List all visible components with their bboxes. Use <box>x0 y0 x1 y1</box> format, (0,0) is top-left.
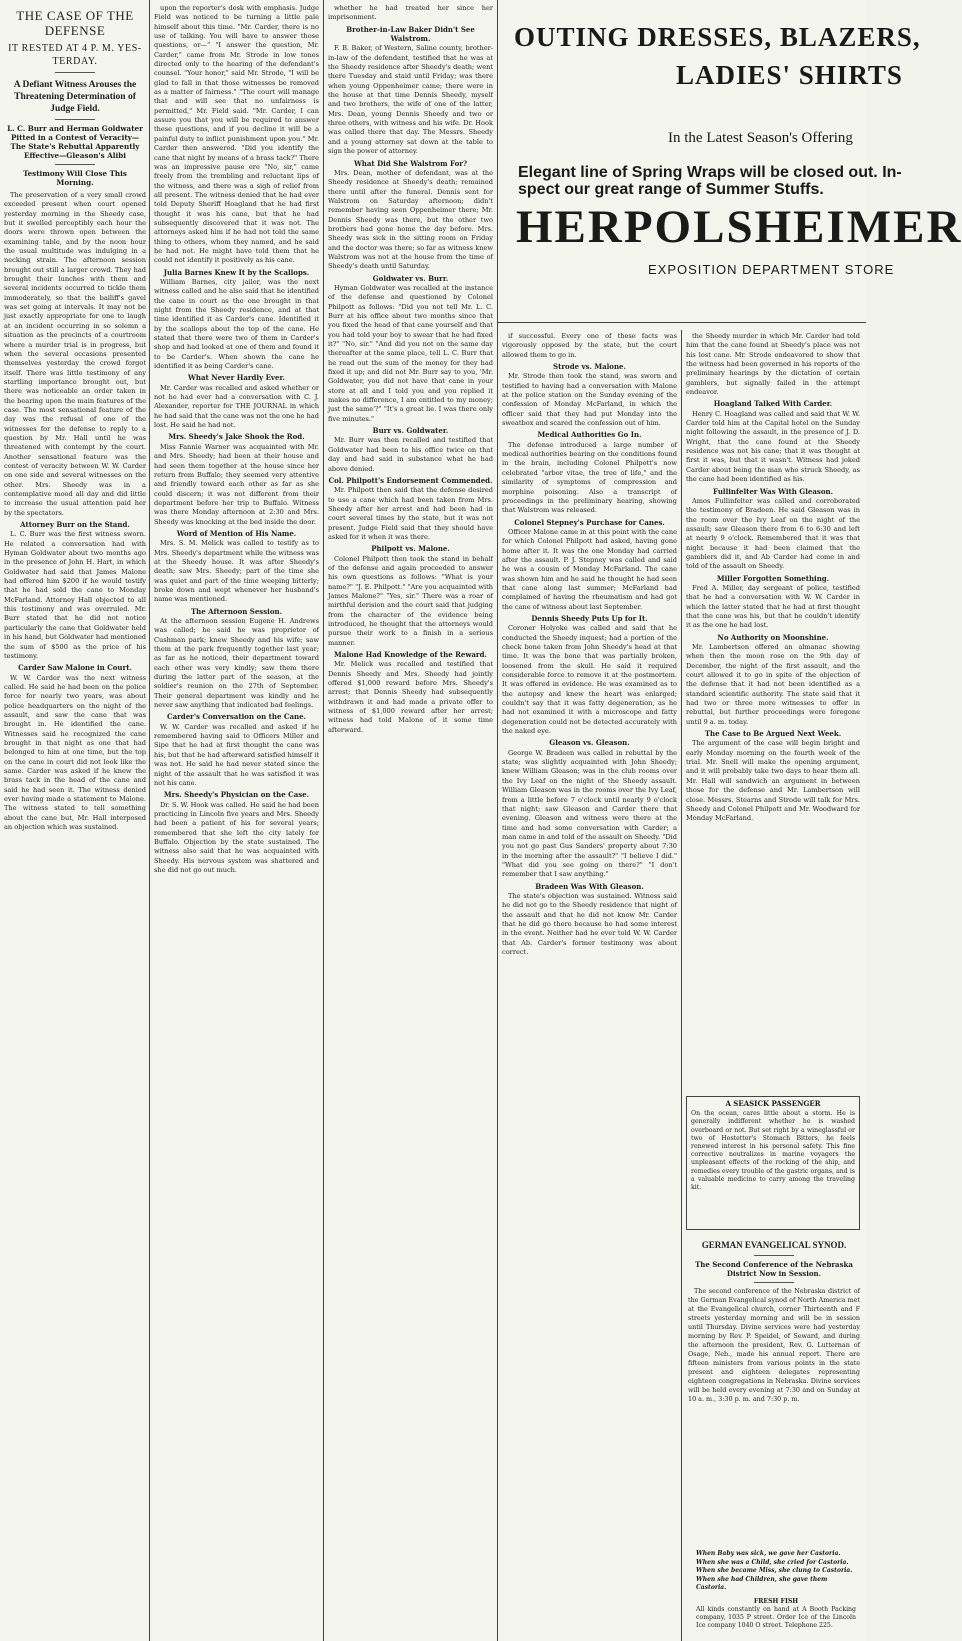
section-body: The argument of the case will begin bright and early Monday morning on the fourth week of the trial. Mr. Snell will make the opening argument, and it will probably take two days to hear them all. Mr. Hall will sandwich an argument in between those for the defense and Mr. Lambertson will close. Messrs. Stearns and Strode will talk for Mrs. Sheedy and Colonel Philpott and Mr. Woodward for Monday McFarland. <box>686 739 860 823</box>
fresh-fish-ad <box>696 1598 856 1630</box>
section-body: Mr. Carder was recalled and asked whether or not he had ever had a conversation with C. J. Alexander, reporter for THE JOURNAL in which he had said that the cane was not the one he had lost. He said he had not. <box>154 383 319 430</box>
section-body: At the afternoon session Eugene H. Andrews was called; he said he was proprietor of Cushman park; knew Sheedy and his wife; saw them at the park frequently together last year; as far as he noticed, their department toward each other was very kindly; saw them there during the latter part of the season, at the soldier's reunion on the 27th of September. Their general department was kindly and he never saw anything that indicated bad feelings. <box>154 617 319 710</box>
ad-title-line-2: LADIES' SHIRTS <box>676 60 903 90</box>
castoria-line: When she was a Child, she cried for Castoria. <box>696 1558 849 1566</box>
section-body: L. C. Burr was the first witness sworn. He related a conversation had with Hyman Goldwater about two months ago in the presence of John H. Hart, in which Goldwater had said that James Malone had offered him $200 if he would testify that he had sold the cane to Monday McFarland. Attorney Hall objected to all this testimony and was overruled. Mr. Burr stated that he did not notice particularly the cane that Goldwater held in his hand, but Goldwater had mentioned the sum of $500 as the price of his testimony. <box>4 530 146 660</box>
section-heading: Hoagland Talked With Carder. <box>713 399 833 409</box>
article-subhead: The Second Conference of the Nebraska District Now in Session. <box>695 1260 853 1278</box>
section-body: George W. Bradeen was called in rebuttal by the state; was slightly acquainted with John Sheedy; knew William Gleason; was in the club rooms over the Ivy Leaf on the night of the Sheedy assault. William Gleason was in the rooms over the Ivy Leaf, from a little before 7 o'clock until nearly 9 o'clock that night; saw Gleason and Carder there that evening. Gleason and witness were there at the time and had some conversation with Carder; a man came in and told of the assault on Sheedy. "Did you not go past Gus Sanders' property about 7:30 in the morning after the assault?" "I believe I did." "What did you see going on there?" "I don't remember that I saw anything." <box>502 748 677 879</box>
fish-title: FRESH FISH <box>753 1598 799 1605</box>
column-body: if successful. Every one of these facts was vigorously opposed by the state, but the court allowed them to go in. <box>502 332 677 359</box>
section-heading: What Never Hardly Ever. <box>188 373 285 383</box>
column-rule <box>149 0 150 1641</box>
section-body: Coroner Holyoke was called and said that he conducted the Sheedy inquest; had a portion of the check bone taken from John Sheedy's head at that time. It was the bone that was partially broken, loosened from the skull. He said it required considerable force to remove it at the postmortem. It was offered in evidence. He was examined as to the autopsy and knew the heart was enlarged; couldn't say that it was fatty degeneration, as he had not examined it with a microscope and fatty degeneration could not be detected accurately with the naked eye. <box>502 624 677 736</box>
column-2 <box>154 4 319 1636</box>
ad-department-line: EXPOSITION DEPARTMENT STORE <box>648 262 895 277</box>
section-heading: Medical Authorities Go In. <box>537 430 642 440</box>
section-body: Mr. Strode then took the stand, was sworn and testified to having had a conversation with Malone at the police station on the Sunday evening of the confession of Monday McFarland, in which the officer said that they had put Monday into the sweatbox and scared the confession out of him. <box>502 372 677 428</box>
ad-wraps-text: Elegant line of Spring Wraps will be closed out. In- spect our great range of Summer Stuffs. <box>518 164 902 198</box>
section-heading: Strode vs. Malone. <box>553 362 626 372</box>
section-heading: Philpott vs. Malone. <box>371 544 450 554</box>
notice-title: A SEASICK PASSENGER <box>725 1099 821 1108</box>
section-heading: Julia Barnes Knew It by the Scallops. <box>163 267 310 277</box>
ad-offer-text: In the Latest Season's Offering <box>668 130 853 146</box>
castoria-line: When Baby was sick, we gave her Castoria. <box>696 1550 841 1557</box>
divider <box>754 1255 794 1256</box>
section-body: Dr. S. W. Hook was called. He said he had been practicing in Lincoln five years and Mrs. Sheedy had been a patient of his for several years; remembered that she left the city lately for Buffalo. Objection by the state sustained. The witness also said that he was acquainted with Sheedy. His nervous system was shattered and she did not go out much. <box>154 800 319 874</box>
section-body: Hyman Goldwater was recalled at the instance of the defense and questioned by Colonel Philpott as follows: "Did you not tell Mr. L. C. Burr at his office about two months since that you fixed the head of that cane yourself and that you had told your boy to swear that he had fixed it?" "No, sir." "And did you not on the same day thereafter at the same place, tell L. C. Burr that he read out the sum of the money for they had fixed it up; and did not Mr. Burr say to you, 'Mr. Goldwater, you did not have that cane in your store at all and I told you and you replied it makes no difference, I am entitled to my money; just the same'?" "It's a great lie. I was there only five minutes." <box>328 283 493 423</box>
section-heading: The Afternoon Session. <box>190 606 283 616</box>
lead-headline: THE CASE OF THE DEFENSE <box>16 8 134 38</box>
section-heading: Miller Forgotten Something. <box>716 573 830 583</box>
section-heading: Fullinfelter Was With Gleason. <box>712 486 834 496</box>
divider <box>55 164 95 165</box>
section-body: William Barnes, city jailer, was the next witness called and he also said that he identified the cane in court as the one brought in that night from the Sheedy residence, and at that time identified it as Carder's cane. Identified it by the scallops about the top of the cane. He stated that there were two of them in Carder's shop and had looked at one of them and found it to be Carder's. When shown the cane he identified it as being Carder's cane. <box>154 277 319 371</box>
section-heading: Burr vs. Goldwater. <box>372 426 449 436</box>
section-heading: Malone Had Knowledge of the Reward. <box>334 650 487 660</box>
section-body: Officer Malone came in at this point with the cane for which Colonel Philpott had asked, having gone home after it. It was the one Monday had carried after the assault. P. J. Stepney was called and said he was a cousin of Monday McFarland. The cane was shown him and he said he thought he had seen that cane along last summer; McFarland had complained of having the rheumatism and had got the cane of witness about last September. <box>502 527 677 611</box>
section-heading: Bradeen Was With Gleason. <box>535 881 644 891</box>
section-body: Amos Fullinfelter was called and corroborated the testimony of Bradeen. He said Gleason was in the room over the Ivy Leaf on the night of the assault; saw Gleason there from 6 to 6:30 and left at nearly 9 o'clock. Remembered that it was that night because it had been claimed that the gamblers did it, and Ab Carder had come in and told of the assault on Sheedy. <box>686 496 860 571</box>
section-heading: Gleason vs. Gleason. <box>549 738 630 748</box>
section-body: Henry C. Hoagland was called and said that W. W. Carder told him at the Capital hotel on the Sunday night following the assault, in the presence of J. D. Wright, that the cane found at the Sheedy residence was not his cane; that it was thought at first it was, but that it wasn't. Witness had joked Carder about being the man who struck Sheedy, as the cane had been identified as his. <box>686 409 860 484</box>
section-body: F. B. Baker, of Western, Saline county, brother-in-law of the defendant, testified that he was at the Sheedy residence after Sheedy's death; went there Tuesday and staid until Friday; was there when young Oppenheimer came; there were in the house at that time Dennis Sheedy, myself and two brothers, the wife of one of the latter, Mrs. Dean, young Dennis Sheedy and two or three others, with witness and his wife. Dr. Hook was called there that day. The Messrs. Sheedy and a young attorney sat down at the table to sign the power of attorney. <box>328 44 493 156</box>
section-heading: Colonel Stepney's Purchase for Canes. <box>514 517 665 527</box>
column-3 <box>328 4 493 1636</box>
section-heading: Dennis Sheedy Puts Up for It. <box>531 613 648 623</box>
lead-deck-2: L. C. Burr and Herman Goldwater Pitted in a Contest of Veracity—The State's Rebuttal Apparently Effective—Gleason's Alibi <box>7 124 143 160</box>
seasick-notice <box>686 1096 860 1230</box>
section-body: Mr. Philpott then said that the defense desired to use a cane which had been taken from Mrs. Sheedy after her arrest and had been had in court several times by the state, but it was not present. Judge Field said that they should have asked for it when it was there. <box>328 486 493 541</box>
castoria-ad <box>696 1550 856 1593</box>
article-body: The second conference of the Nebraska district of the German Evangelical synod of North America met at the Evangelical church, corner Thirteenth and F streets yesterday morning and will be in session until Thursday. Divine services were had yesterday morning by Rev. P. Speidel, of Seward, and during the afternoon the president, Rev. G. Lutternan of Osage, Neb., made his annual report. There are fifteen ministers from various points in the state present and eighteen delegates representing eighteen congregations in Nebraska. Divine services will be held every evening at 7:30 and on Sunday at 10 a. m., 3:30 p. m. and 7:30 p. m. <box>688 1287 860 1403</box>
section-heading: Mrs. Sheedy's Jake Shook the Rod. <box>168 432 305 442</box>
column-4 <box>502 332 677 1636</box>
section-body: The defense introduced a large number of medical authorities bearing on the conditions found in the brain, including Colonel Philpott's now celebrated "arbor vitae, the tree of life," and the similarity of symptoms of compression and morphine poisoning. Also a transcript of proceedings in the preliminary hearing, showing that Walstrom was released. <box>502 440 677 515</box>
column-body: the Sheedy murder in which Mr. Carder had told him that the cane found at Sheedy's place was not his lost cane. Mr. Strode endeavored to show that the witness had been governed in his reports of the preliminary hearings by the dictation of certain gamblers, but signally failed in the attempt endeavor. <box>686 332 860 397</box>
section-body: W. W. Carder was the next witness called. He said he had been on the police force for nearly two years, was about police headquarters on the night of the assault, and saw the cane that was brought in. He identified the cane. Witnesses said he recognized the cane brought in that night as one that had belonged to him at one time, but the top on the cane in court did not look like the same. Carder was asked if he knew the brass tack in the head of the cane and said he had seen it. The witness denied ever having made a statement to Malone. The witness stated to tell something about the cane but, Mr. Hall interposed an objection which was sustained. <box>4 673 146 832</box>
section-heading: Brother-in-Law Baker Didn't See Walstrom. <box>346 24 475 44</box>
divider <box>55 119 95 120</box>
lead-column <box>4 6 146 1636</box>
fish-body: All kinds constantly on hand at A Booth Packing company, 1035 P street. Order Ice of the Lincoln Ice company 1040 O street. Telephone 225. <box>696 1606 856 1629</box>
synod-article <box>688 1238 860 1544</box>
section-body: Mr. Lambertson offered an almanac showing when then the moon rose on the 9th day of December, the night of the first assault, and the court allowed it to go in spite of the objection of the defense that it had not been identified as a standard scientific authority. The state said that it had two or three more witnesses to offer in rebuttal, but further proceedings were foregone until 9 a. m. today. <box>686 643 860 726</box>
section-body: Mrs. S. M. Melick was called to testify as to Mrs. Sheedy's department while the witness was at the Sheedy house. It was after Sheedy's death; saw Mrs. Sheedy; part of the time she was quiet and part of the time weeping bitterly; broke down and wept whenever her husband's name was mentioned. <box>154 539 319 604</box>
lead-deck: A Defiant Witness Arouses the Threatening Determination of Judge Field. <box>13 80 137 114</box>
castoria-line: When she had Children, she gave them Castoria. <box>696 1575 828 1591</box>
section-heading: Mrs. Sheedy's Physician on the Case. <box>163 790 310 800</box>
section-body: W. W. Carder was recalled and asked if he remembered having said to Officers Miller and Sipe that he had at first thought the cane was his, but that he had afterward satisfied himself it was not. He said he had never stated since the night of the assault that he was satisfied it was not his cane. <box>154 722 319 787</box>
section-body: Mrs. Dean, mother of defendant, was at the Sheedy residence at Sheedy's death; remained there until after the funeral. Dennis sent for Walstrom on Saturday afternoon; didn't remember having seen Oppenheimer there; Mr. Dennis Sheedy was there, but the other two brothers had gone home the day before. Mrs. Sheedy was sick in the sitting room on Friday and the doctor was there; so far as witness knew Walstrom was not at the house from the time of Sheedy's death until Saturday. <box>328 168 493 271</box>
divider <box>754 1282 794 1283</box>
section-heading: Goldwater vs. Burr. <box>372 273 449 283</box>
column-rule <box>323 0 324 1641</box>
section-heading: Carder Saw Malone in Court. <box>18 663 132 673</box>
lead-body: The preservation of a very small crowd exceeded present when court opened yesterday morning in the Sheedy case, but it swelled perceptibly each hour the doors were thrown open between the examining table, and by the noon hour the usual multitude was indulging in a necking strain. The afternoon session brought out still a larger crowd. They had brought their lunches with them and several incidents occurred to tickle them immoderately, so that the bailiff's gavel was set going at intervals. It may not be just exactly appropriate for one to laugh at an incident occurring in so solemn a situation as the precincts of a courtroom where a murder trial is in progress, but when the several occasions presented themselves yesterday the crowd forgot itself. There was little testimony of any startling importance brought out, but there was noticeable an order taken in the bearing upon the main features of the case. The most sensational feature of the day was the refusal of one of the witnesses for the defense to reply to a question by Mr. Hall until he was threatened with contempt by the court. Another sensational feature was the contest of veracity between W. W. Carder on one side and several witnesses on the other. Mrs. Sheedy was in a contemplative mood all day and did little to increase the usual attention paid her by the spectators. <box>4 191 146 517</box>
section-body: Mr. Melick was recalled and testified that Dennis Sheedy and Mrs. Sheedy had jointly offered $1,000 reward before Mrs. Sheedy's arrest; that Dennis Sheedy had subsequently withdrawn it and had made a private offer to witness of $1,000 reward after her arrest; witness had told Malone of it some time afterward. <box>328 660 493 734</box>
section-heading: What Did She Walstrom For? <box>353 158 468 168</box>
ad-title-line-1: OUTING DRESSES, BLAZERS, <box>514 22 921 52</box>
article-title: GERMAN EVANGELICAL SYNOD. <box>701 1240 847 1250</box>
divider <box>55 72 95 73</box>
section-body: The state's objection was sustained. Witness said he did not go to the Sheedy residence that night of the assault and that he did not know Mr. Carder that he did go there because he had some interest in the event. Neither had he ever told W. W. Carder that Ab. Carder's former testimony was about correct. <box>502 891 677 956</box>
lead-subhead: IT RESTED AT 4 P. M. YES-TERDAY. <box>8 43 142 67</box>
column-5 <box>686 332 860 1092</box>
column-body: whether he had treated her since her imprisonment. <box>328 4 493 22</box>
section-body: Miss Fannie Warner was acquainted with Mr. and Mrs. Sheedy; had been at their house and had seen them together at the house since her return from Buffalo; they seemed very attentive and friendly toward each other as far as she could discern; it was not different from their department before her trip to Buffalo. Witness was there Monday afternoon at 2:30 and Mrs. Sheedy was knocking at the bed inside the door. <box>154 442 319 526</box>
section-heading: Word of Mention of His Name. <box>176 528 297 538</box>
section-body: Colonel Philpott then took the stand in behalf of the defense and again proceeded to answer his own questions as follows: "What is your name?" "J. E. Philpott." "Are you acquainted with James Malone?" "Yes, sir." There was a roar of mirthful derision and the court said that judging from the character of the evidence being introduced, he thought that the attorneys would pursue their work to a finish in a serious manner. <box>328 554 493 647</box>
section-heading: The Case to Be Argued Next Week. <box>704 729 842 739</box>
column-rule <box>681 330 682 1641</box>
ad-bottom-rule <box>497 322 866 323</box>
castoria-line: When she became Miss, she clung to Castoria. <box>696 1567 853 1574</box>
ad-brand-name: HERPOLSHEIMER <box>516 201 962 253</box>
section-body: Mr. Burr was then recalled and testified that Goldwater had been to his office twice on that day and had said in substance what he had above denied. <box>328 436 493 473</box>
section-heading: Attorney Burr on the Stand. <box>20 520 130 530</box>
section-body: Fred A. Miller, day sergeant of police, testified that he had a conversation with W. W. Carder in which the latter stated that he had at first thought that the cane was his, but that he couldn't identify it as the one he had lost. <box>686 583 860 630</box>
section-heading: No Authority on Moonshine. <box>717 632 829 642</box>
section-heading: Carder's Conversation on the Cane. <box>167 712 306 722</box>
notice-body: On the ocean, cares little about a storm. He is generally indifferent whether he is washed overboard or not. But set right by a wineglassful or two of Hostetter's Stomach Bitters, he feels renewed interest in his personal safety. This fine corrective neutralizes in marine voyagers the unpleasant effects of the rocking of the ship, and remedies every trouble of the gastric organs, and is a valuable medicine to carry among the traveling kit. <box>691 1110 855 1192</box>
lead-deck-3: Testimony Will Close This Morning. <box>23 169 127 187</box>
column-body: upon the reporter's desk with emphasis. Judge Field was noticed to be turning a little pale himself about this time. "Mr. Carder, there is no use of talking. You will have to answer those questions, or—" "I answer the question, Mr. Carder," came from Mr. Strode in low tones directed only to the hearing of the defendant's counsel. "Your honor," said Mr. Strode, "I will be glad to fall in that those witnesses be removed as a matter of fairness." "The court will manage that and will see that no unfairness is permitted," Mr. Field said. "Mr. Carder, I can assure you that you will be required to answer these questions, and if you decline it will be a painful duty to inflict punishment upon you." Mr. Carder then answered. "Did you identify the cane that night by means of a brass tack?" There was an impressive pause ere "No, sir," came freely from the trembling and reluctant lips of the witness, and there was a sigh of relief from all present. The witness denied that he had ever told Deputy Sheriff Hoagland that he had first thought it was his cane, but that he had subsequently discovered that it was not. The attorneys asked him if he had not told the same thing to others, whom they named, and he said he had not. He might have told them that he could not identify it positively as his cane. <box>154 4 319 265</box>
column-rule <box>497 0 498 1641</box>
section-heading: Col. Philpott's Endorsement Commended. <box>328 475 493 485</box>
